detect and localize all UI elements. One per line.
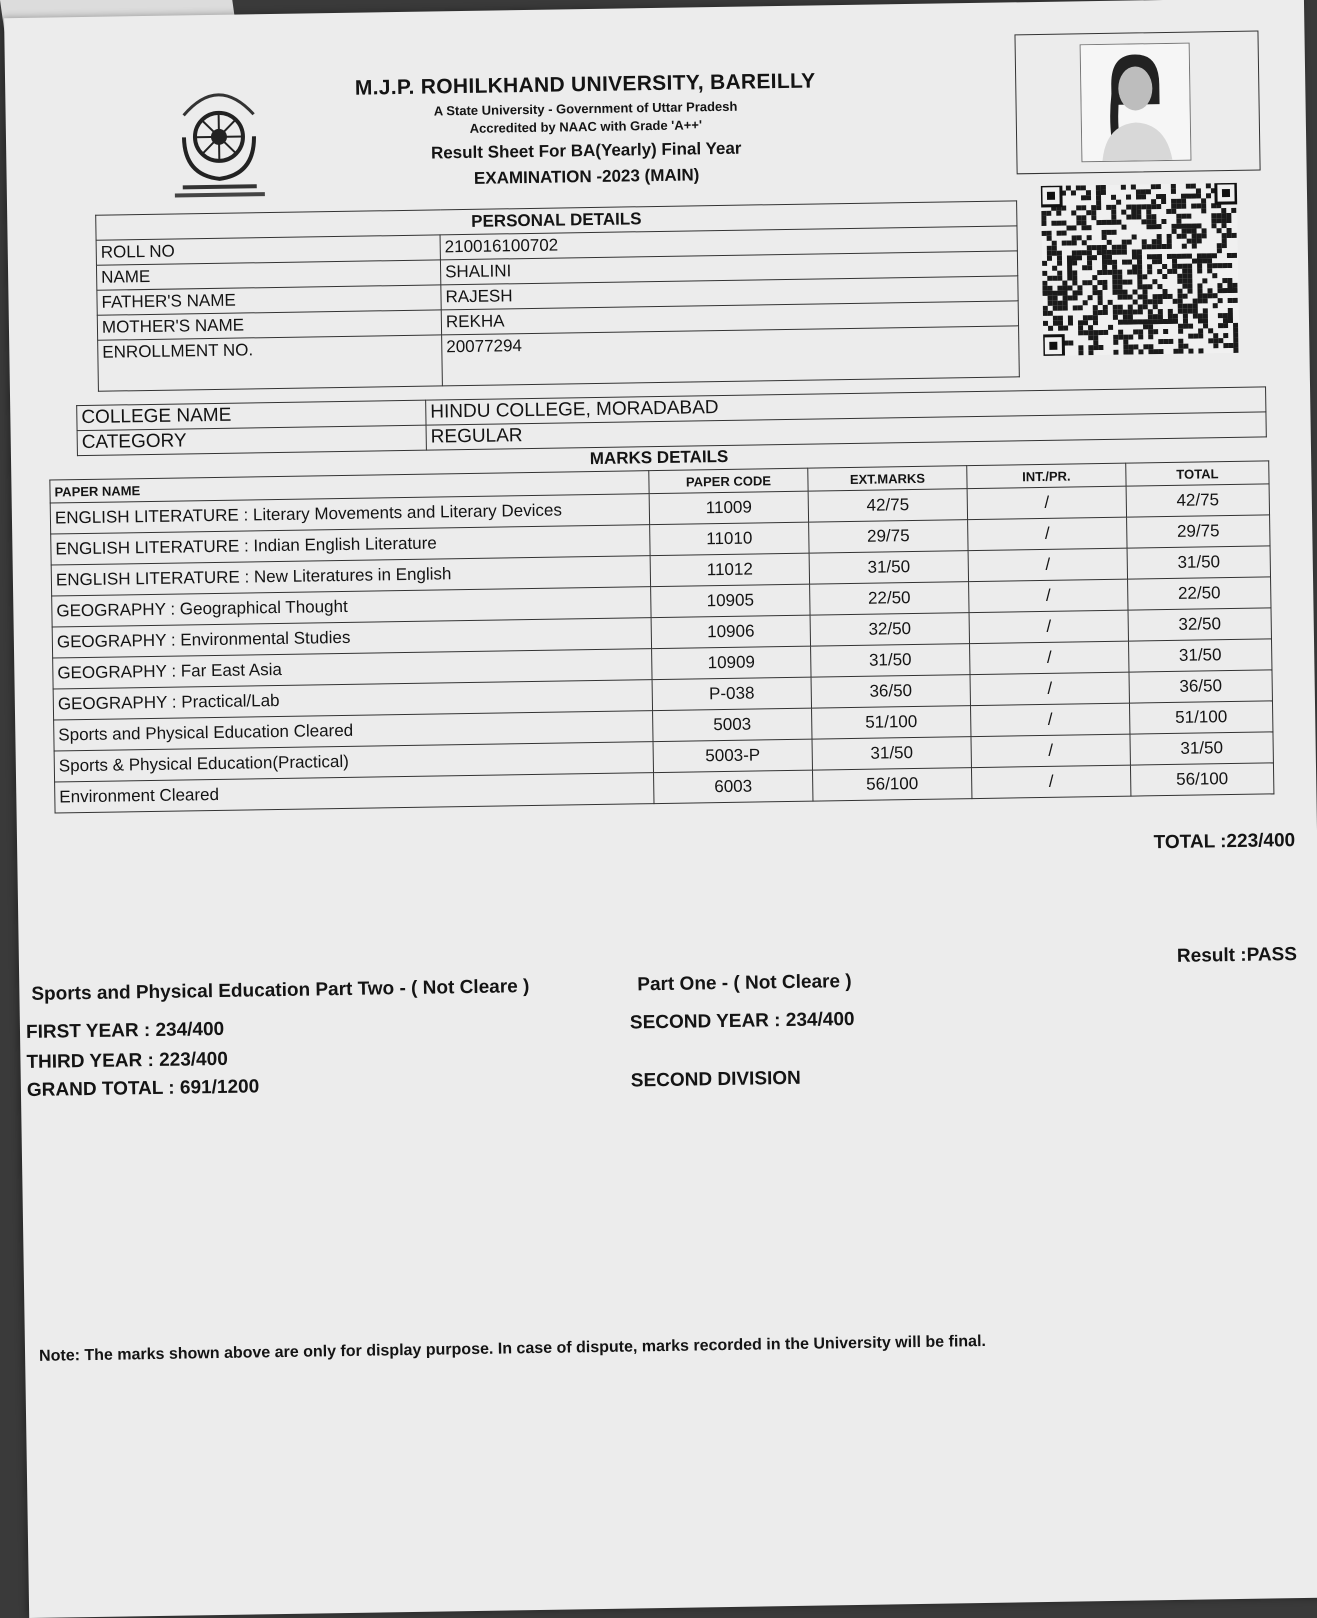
cell-paper-code: 6003	[654, 770, 813, 803]
cell-paper-name: Sports & Physical Education(Practical)	[54, 742, 653, 782]
sports-part-one: Part One - ( Not Cleare )	[637, 971, 852, 996]
second-year-marks: SECOND YEAR : 234/400	[629, 1008, 855, 1034]
cell-total: 32/50	[1128, 608, 1271, 641]
marks-body	[50, 484, 1274, 813]
cell-int-pr: /	[968, 548, 1127, 581]
total-marks: TOTAL :223/400	[1153, 830, 1296, 854]
cell-int-pr: /	[968, 517, 1127, 550]
enrollment-value: 20077294	[442, 326, 1020, 386]
college-name-label: COLLEGE NAME	[77, 400, 426, 430]
cell-total: 31/50	[1127, 546, 1270, 579]
cell-paper-name: GEOGRAPHY : Environmental Studies	[52, 618, 651, 658]
cell-paper-name: Sports and Physical Education Cleared	[54, 711, 653, 751]
enrollment-label: ENROLLMENT NO.	[98, 335, 443, 391]
header-paper-code: PAPER CODE	[649, 468, 808, 493]
first-year-marks: FIRST YEAR : 234/400	[25, 1018, 225, 1043]
cell-total: 31/50	[1130, 732, 1273, 765]
cell-total: 51/100	[1129, 701, 1272, 734]
third-year-marks: THIRD YEAR : 223/400	[26, 1048, 228, 1073]
cell-ext-marks: 22/50	[810, 582, 969, 615]
qr-code	[1041, 183, 1240, 356]
college-name-value: HINDU COLLEGE, MORADABAD	[426, 387, 1266, 425]
cell-ext-marks: 32/50	[810, 613, 969, 646]
cell-total: 42/75	[1126, 484, 1269, 517]
father-name-label: FATHER'S NAME	[97, 285, 441, 315]
roll-no-label: ROLL NO	[96, 235, 440, 265]
header-ext-marks: EXT.MARKS	[808, 466, 967, 491]
cell-ext-marks: 31/50	[812, 737, 971, 770]
grand-total: GRAND TOTAL : 691/1200	[26, 1076, 260, 1101]
name-value: SHALINI	[440, 251, 1017, 285]
cell-int-pr: /	[971, 765, 1130, 798]
category-label: CATEGORY	[77, 425, 426, 455]
cell-paper-code: 5003-P	[653, 739, 812, 772]
university-subtitle: A State University - Government of Uttar Pradesh	[433, 98, 738, 119]
cell-paper-code: 10909	[652, 646, 811, 679]
cell-total: 29/75	[1127, 515, 1270, 548]
name-label: NAME	[96, 260, 440, 290]
examination-title: EXAMINATION -2023 (MAIN)	[473, 165, 700, 188]
cell-total: 36/50	[1129, 670, 1272, 703]
cell-paper-code: 11012	[650, 553, 809, 586]
cell-total: 22/50	[1128, 577, 1271, 610]
accreditation: Accredited by NAAC with Grade 'A++'	[469, 117, 703, 136]
header-titles	[305, 69, 867, 192]
personal-details-title: PERSONAL DETAILS	[96, 201, 1017, 240]
cell-int-pr: /	[969, 579, 1128, 612]
cell-paper-name: GEOGRAPHY : Practical/Lab	[53, 680, 652, 720]
photo-box	[1014, 31, 1260, 175]
cell-int-pr: /	[970, 703, 1129, 736]
cell-int-pr: /	[971, 734, 1130, 767]
division: SECOND DIVISION	[630, 1067, 801, 1092]
cell-paper-code: P-038	[652, 677, 811, 710]
cell-paper-code: 11009	[649, 491, 808, 524]
marks-details-title: MARKS DETAILS	[589, 446, 729, 469]
cell-ext-marks: 56/100	[812, 768, 971, 801]
cell-paper-code: 11010	[650, 522, 809, 555]
university-logo	[153, 74, 285, 206]
result-sheet-title: Result Sheet For BA(Yearly) Final Year	[430, 138, 742, 163]
cell-paper-code: 5003	[653, 708, 812, 741]
cell-ext-marks: 31/50	[811, 644, 970, 677]
student-photo	[1080, 43, 1192, 163]
personal-details-table	[95, 200, 1020, 391]
cell-paper-name: GEOGRAPHY : Geographical Thought	[52, 587, 651, 627]
mother-name-value: REKHA	[441, 301, 1018, 335]
marks-details-table	[49, 436, 1274, 813]
cell-ext-marks: 51/100	[812, 706, 971, 739]
header-total: TOTAL	[1126, 461, 1269, 486]
header-paper-name: PAPER NAME	[50, 471, 649, 503]
disclaimer-note: Note: The marks shown above are only for display purpose. In case of dispute, marks recorded in the University will be final.	[38, 1332, 987, 1365]
cell-paper-name: ENGLISH LITERATURE : Indian English Literature	[51, 525, 650, 565]
cell-paper-code: 10905	[651, 584, 810, 617]
roll-no-value: 210016100702	[440, 226, 1017, 260]
result-status: Result :PASS	[1176, 944, 1298, 967]
cell-int-pr: /	[967, 486, 1126, 519]
result-sheet	[4, 0, 1317, 1618]
cell-paper-code: 10906	[651, 615, 810, 648]
category-value: REGULAR	[426, 412, 1266, 450]
sports-part-two: Sports and Physical Education Part Two - ( Not Cleare )	[31, 976, 530, 1005]
mother-name-label: MOTHER'S NAME	[97, 310, 441, 340]
cell-paper-name: ENGLISH LITERATURE : Literary Movements and Literary Devices	[50, 494, 649, 534]
cell-paper-name: ENGLISH LITERATURE : New Literatures in English	[51, 556, 650, 596]
cell-ext-marks: 29/75	[809, 520, 968, 553]
cell-int-pr: /	[969, 610, 1128, 643]
cell-paper-name: Environment Cleared	[55, 773, 654, 813]
qr-box	[1023, 179, 1262, 368]
sheet-header	[125, 42, 1028, 226]
cell-ext-marks: 36/50	[811, 675, 970, 708]
cell-int-pr: /	[970, 641, 1129, 674]
cell-paper-name: GEOGRAPHY : Far East Asia	[53, 649, 652, 689]
header-int-pr: INT./PR.	[967, 463, 1126, 488]
university-name: M.J.P. ROHILKHAND UNIVERSITY, BAREILLY	[354, 69, 816, 100]
cell-ext-marks: 31/50	[809, 551, 968, 584]
cell-ext-marks: 42/75	[808, 489, 967, 522]
cell-total: 31/50	[1129, 639, 1272, 672]
cell-total: 56/100	[1130, 763, 1273, 796]
father-name-value: RAJESH	[441, 276, 1018, 310]
cell-int-pr: /	[970, 672, 1129, 705]
